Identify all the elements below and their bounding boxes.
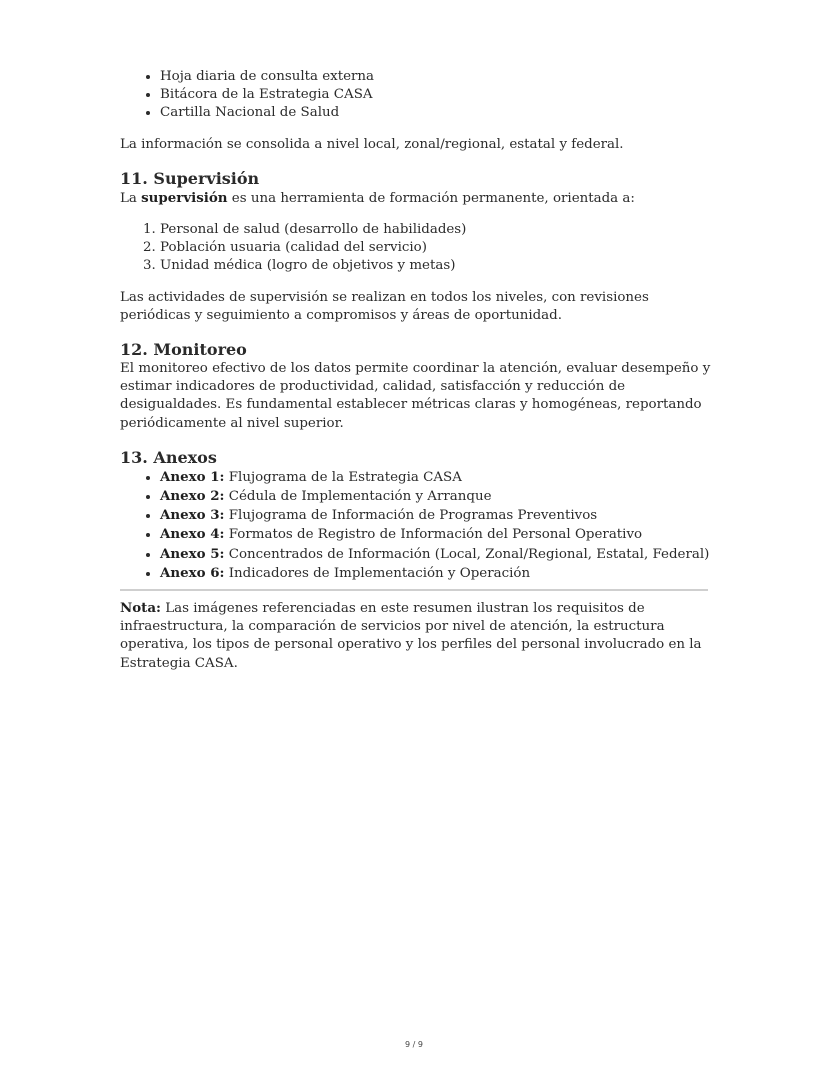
section-12-heading: 12. Monitoreo xyxy=(120,340,247,360)
list-item: • Bitácora de la Estrategia CASA xyxy=(160,86,712,104)
annex-label: Anexo 6: xyxy=(160,564,225,581)
document-page xyxy=(120,68,712,673)
list-item: • Cartilla Nacional de Salud xyxy=(160,104,712,122)
annex-item xyxy=(160,545,712,564)
note-text: Las imágenes referenciadas en este resumen ilustran los requisitos de infraestructura, la comparación de servicios por nivel de atención, la estructura operativa, los tipos de personal operativo y los perfiles del personal involucrado en la Estrategia CASA. xyxy=(120,601,702,671)
annex-item xyxy=(160,506,712,525)
annex-text: Concentrados de Información (Local, Zonal/Regional, Estatal, Federal) xyxy=(224,546,710,562)
consolidation-paragraph: La información se consolida a nivel local, zonal/regional, estatal y federal. xyxy=(120,136,624,152)
annex-text: Flujograma de la Estrategia CASA xyxy=(224,469,462,485)
list-item: 3. Unidad médica (logro de objetivos y metas) xyxy=(160,257,712,275)
section-divider xyxy=(120,589,708,591)
annex-item xyxy=(160,487,712,506)
annex-label: Anexo 1: xyxy=(160,468,225,485)
list-item: 1. Personal de salud (desarrollo de habilidades) xyxy=(160,221,712,239)
annex-text: Indicadores de Implementación y Operación xyxy=(224,565,531,581)
lead-bold-term: supervisión xyxy=(141,189,228,206)
note-label: Nota: xyxy=(120,600,161,617)
annex-text: Cédula de Implementación y Arranque xyxy=(224,489,492,505)
annex-label: Anexo 3: xyxy=(160,507,225,524)
lead-prefix: La xyxy=(120,190,142,206)
annex-label: Anexo 2: xyxy=(160,488,225,505)
monitoring-paragraph: El monitoreo efectivo de los datos permite coordinar la atención, evaluar desempeño y estimar indicadores de productividad, calidad, satisfacción y reducción de desigualdades. Es fundamental establecer métricas claras y homogéneas, reportando periódicamente al nivel superior. xyxy=(120,361,711,431)
supervision-targets-list xyxy=(120,221,712,276)
section-11-heading: 11. Supervisión xyxy=(120,168,260,188)
list-item: • Hoja diaria de consulta externa xyxy=(160,68,712,86)
registry-formats-list xyxy=(120,68,712,123)
annex-item xyxy=(160,525,712,544)
annex-text: Flujograma de Información de Programas Preventivos xyxy=(224,508,598,524)
annex-text: Formatos de Registro de Información del Personal Operativo xyxy=(224,527,643,543)
annex-list xyxy=(120,468,712,583)
supervision-activities-paragraph: Las actividades de supervisión se realizan en todos los niveles, con revisiones periódicas y seguimiento a compromisos y áreas de oportunidad. xyxy=(120,289,649,323)
note-paragraph xyxy=(120,599,712,673)
annex-item xyxy=(160,468,712,487)
supervision-lead xyxy=(120,189,712,208)
annex-item xyxy=(160,564,712,583)
section-13-heading: 13. Anexos xyxy=(120,447,217,467)
list-item: 2. Población usuaria (calidad del servicio) xyxy=(160,239,712,257)
annex-label: Anexo 4: xyxy=(160,526,225,543)
page-number: 9 / 9 xyxy=(405,1040,423,1049)
annex-label: Anexo 5: xyxy=(160,545,225,562)
lead-suffix: es una herramienta de formación permanente, orientada a: xyxy=(227,190,635,206)
